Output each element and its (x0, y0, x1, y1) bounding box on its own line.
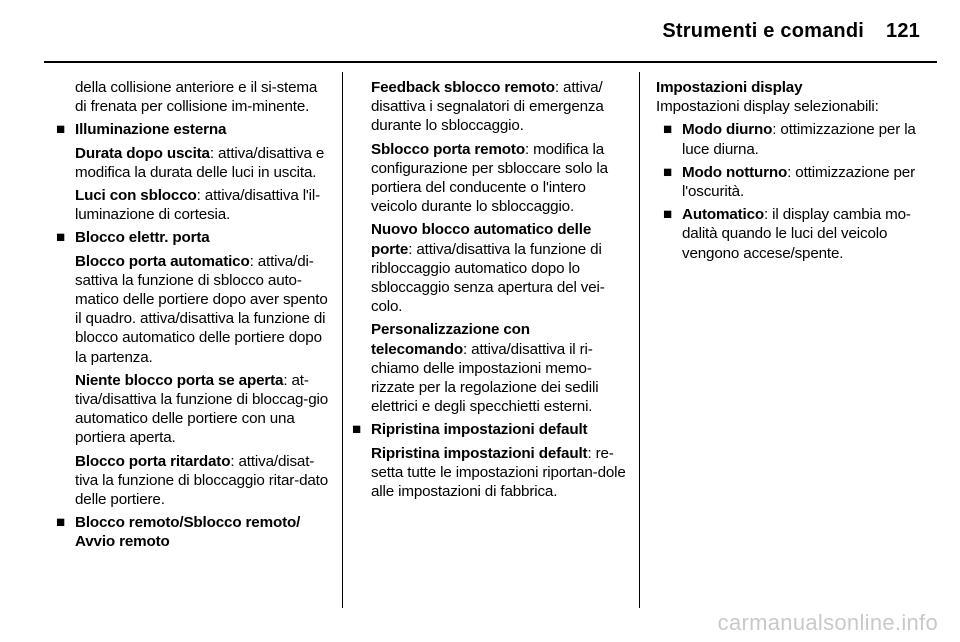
entry-text: : il display cambia mo-dalità quando le luci del veicolo vengono accese/spente. (682, 206, 911, 262)
entry-label: Modo diurno (682, 121, 773, 139)
entry-label: Sblocco porta remoto (371, 140, 525, 158)
entry-label: Ripristina impostazioni default (371, 444, 588, 462)
column-divider-right (639, 72, 640, 608)
entry-text: : ottimizzazione per la luce diurna. (682, 121, 916, 158)
entry-text: : re-setta tutte le impostazioni riportan-dole alle impostazioni di fabbrica. (371, 444, 626, 501)
entry-text: : modifica la configurazione per sbloccare solo la portiera del conducente o l'intero veicolo durante lo sbloccaggio. (371, 140, 608, 216)
bullet-item-ripristina (352, 420, 628, 439)
bullet-title: Ripristina impostazioni default (371, 421, 588, 439)
section-heading (656, 78, 928, 97)
entry-sblocco-remoto (358, 140, 628, 217)
section-intro: Impostazioni display selezionabili: (656, 98, 879, 116)
entry-label: Luci con sblocco (75, 187, 197, 205)
column-middle (352, 78, 628, 505)
entry-label: Feedback sblocco remoto (371, 79, 555, 96)
bullet-item-notturno (663, 163, 928, 201)
entry-text: : attiva/disattiva la funzione di ribloccaggio automatico dopo lo sbloccaggio senza apertura del vei-colo. (371, 240, 605, 316)
entry-text: : attiva/di-sattiva la funzione di sblocco auto-matico delle portiere dopo aver spento il quadro. attiva/disattiva la funzione di blocco automatico delle portiere dopo la partenza. (75, 252, 328, 366)
entry-text: : ottimizzazione per l'oscurità. (682, 163, 916, 201)
entry-label: Automatico (682, 206, 765, 224)
entry-label: Modo notturno (682, 163, 788, 181)
header-title: Strumenti e comandi (662, 20, 865, 42)
entry-label: Niente blocco porta se aperta (75, 371, 284, 389)
entry-label: Blocco porta ritardato (75, 452, 231, 470)
column-right (656, 78, 928, 267)
bullet-title: Blocco elettr. porta (75, 229, 210, 247)
bullet-square-icon: ■ (663, 163, 673, 181)
page-number: 121 (886, 20, 920, 42)
entry-luci (62, 186, 330, 224)
entry-blocco-ritardato (62, 452, 330, 510)
bullet-square-icon: ■ (663, 121, 673, 139)
bullet-title: Illuminazione esterna (75, 121, 227, 139)
bullet-item-diurno (663, 120, 928, 158)
column-left (56, 78, 330, 556)
entry-feedback (358, 78, 628, 136)
heading-text: Impostazioni display (656, 79, 803, 96)
entry-ripristina (358, 444, 628, 502)
column-divider-left (342, 72, 343, 608)
entry-text: : attiva/ disattiva i segnalatori di emergenza durante lo sbloccaggio. (371, 79, 604, 135)
header-rule (44, 61, 937, 63)
entry-blocco-auto (62, 252, 330, 367)
bullet-item-automatico (663, 205, 928, 263)
entry-text: : at-tiva/disattiva la funzione di bloccag-gio automatico delle portiere con una portiera aperta. (75, 371, 329, 447)
entry-text: : attiva/disattiva il ri-chiamo delle impostazioni memo-rizzate per la regolazione dei sedili elettrici e degli specchietti esterni. (371, 340, 599, 416)
watermark-text: carmanualsonline.info (717, 610, 938, 635)
intro-paragraph: della collisione anteriore e il si-stema di frenata per collisione im-minente. (75, 79, 318, 116)
page-header (662, 20, 920, 43)
entry-label: Blocco porta automatico (75, 252, 250, 270)
bullet-title: Blocco remoto/Sblocco remoto/ Avvio remoto (75, 514, 301, 551)
entry-label: Durata dopo uscita (75, 144, 210, 162)
bullet-square-icon: ■ (663, 206, 673, 224)
entry-personalizzazione (358, 320, 628, 416)
entry-text: : attiva/disattiva e modifica la durata delle luci in uscita. (75, 144, 325, 181)
bullet-square-icon: ■ (56, 514, 66, 532)
bullet-item-blocco-remoto (56, 513, 330, 551)
entry-text: : attiva/disat-tiva la funzione di bloccaggio ritar-dato delle portiere. (75, 452, 329, 509)
entry-nuovo-blocco (358, 220, 628, 316)
bullet-square-icon: ■ (352, 421, 362, 439)
bullet-item-illuminazione (56, 120, 330, 139)
entry-niente-blocco (62, 371, 330, 448)
entry-durata (62, 144, 330, 182)
entry-text: : attiva/disattiva l'il-luminazione di cortesia. (75, 187, 321, 224)
bullet-square-icon: ■ (56, 121, 66, 139)
entry-label: Personalizzazione con telecomando (371, 321, 530, 358)
bullet-square-icon: ■ (56, 229, 66, 247)
bullet-item-blocco-elettr (56, 228, 330, 247)
entry-label: Nuovo blocco automatico delle porte (371, 221, 592, 258)
